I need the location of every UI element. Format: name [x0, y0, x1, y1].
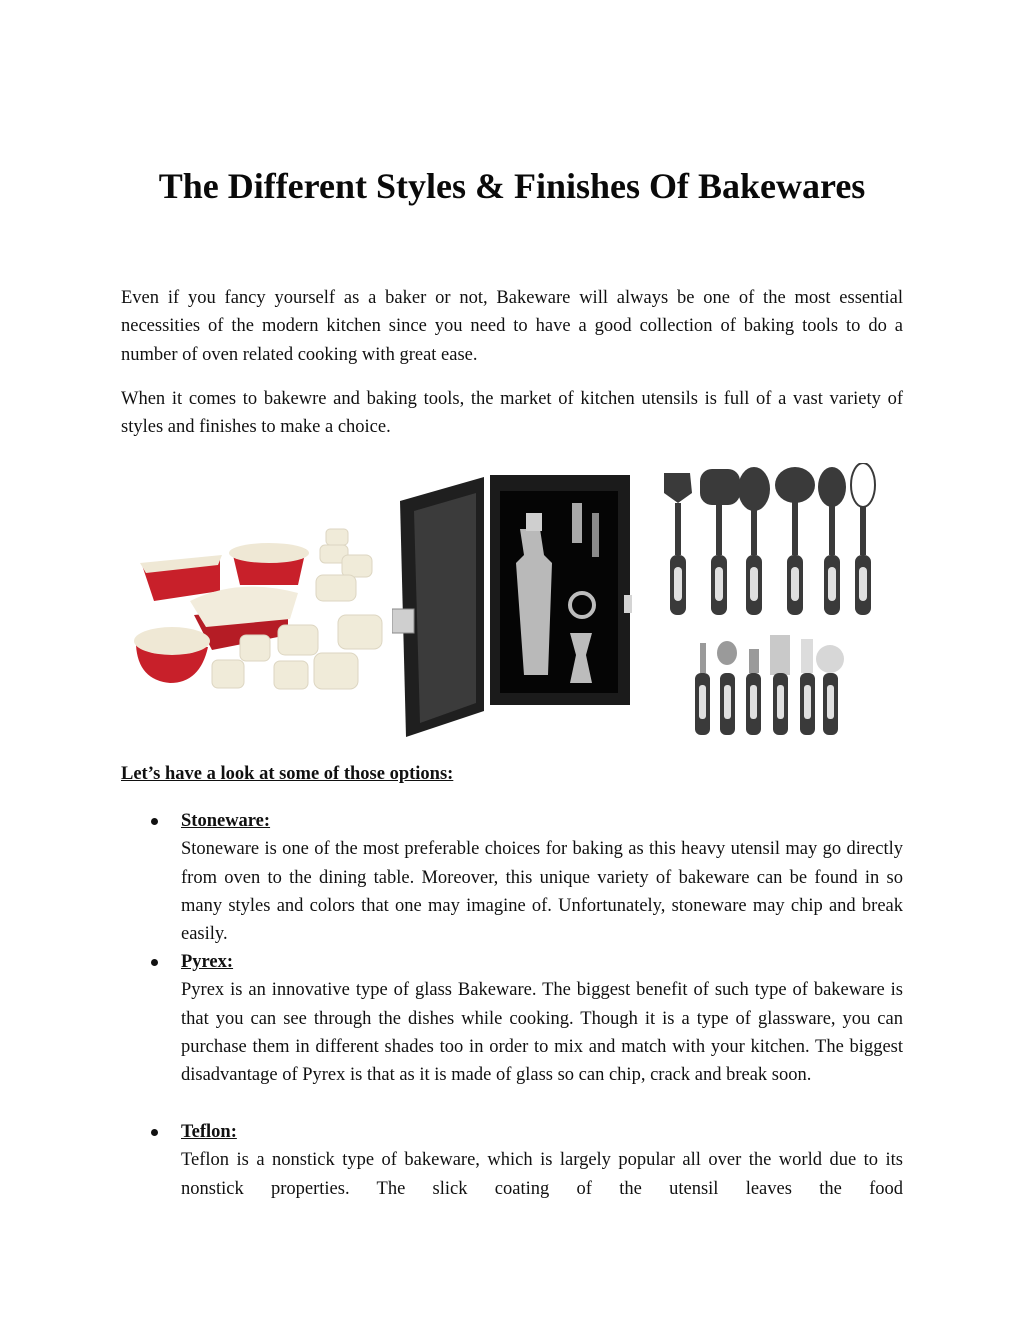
- option-title: Teflon:: [181, 1122, 237, 1142]
- list-item-pyrex: [181, 948, 903, 1089]
- option-title: Pyrex:: [181, 952, 234, 972]
- intro-paragraph: Even if you fancy yourself as a baker or not, Bakeware will always be one of the most essential necessities of the modern kitchen since you need to have a good collection of baking tools to do a number of oven related cooking with great ease.: [121, 288, 903, 365]
- list-item-teflon: [181, 1118, 903, 1203]
- market-paragraph: When it comes to bakewre and baking tools, the market of kitchen utensils is full of a vast variety of styles and finishes to make a choice.: [121, 389, 903, 438]
- bakeware-images-row: [0, 455, 1024, 745]
- list-item-stoneware: [181, 807, 903, 948]
- red-stoneware-bakeware-image: [128, 515, 384, 695]
- cocktail-shaker-box-image: [392, 465, 632, 740]
- kitchen-utensil-set-image: [650, 463, 880, 743]
- bullet-icon: [151, 818, 158, 825]
- options-heading: Let’s have a look at some of those options:: [121, 764, 454, 784]
- option-body: Teflon is a nonstick type of bakeware, which is largely popular all over the world due to its nonstick properties. The slick coating of the utensil leaves the food: [181, 1150, 903, 1199]
- bullet-icon: [151, 959, 158, 966]
- page-title: The Different Styles & Finishes Of Bakewares: [158, 166, 866, 206]
- bullet-icon: [151, 1129, 158, 1136]
- option-body: Stoneware is one of the most preferable choices for baking as this heavy utensil may go directly from oven to the dining table. Moreover, this unique variety of bakeware can be found in so many styles and colors that one may imagine of. Unfortunately, stoneware may chip and break easily.: [181, 839, 903, 945]
- option-title: Stoneware:: [181, 811, 271, 831]
- option-body: Pyrex is an innovative type of glass Bakeware. The biggest benefit of such type of bakeware is that you can see through the dishes while cooking. Though it is a type of glassware, you can purchase them in different shades too in order to mix and match with your kitchen. The biggest disadvantage of Pyrex is that as it is made of glass so can chip, crack and break soon.: [181, 980, 903, 1086]
